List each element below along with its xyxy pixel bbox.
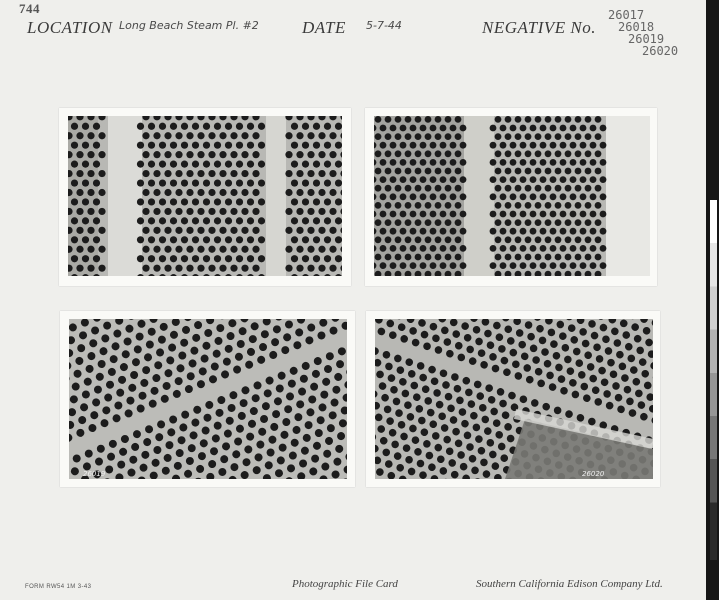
date-value: 5-7-44 [366,19,402,32]
negative-number-4: 26020 [642,44,679,58]
grayscale-strip [710,200,717,560]
photo-negative-mark: 26020 [582,470,605,478]
tube-sheet-photo [374,116,650,276]
negative-number-3: 26019 [628,32,665,46]
tube-sheet-photo [68,116,342,276]
company-name: Southern California Edison Company Ltd. [476,578,663,590]
negative-number-2: 26018 [618,20,655,34]
card-type: Photographic File Card [292,578,398,590]
photo-negative-mark: 26019 [83,470,106,478]
photo-bottom-right [375,319,653,479]
negative-label: NEGATIVE No. [482,18,596,37]
form-id: FORM RW54 1M 3-43 [25,584,92,590]
tube-sheet-photo [69,319,347,479]
photo-top-left [68,116,342,276]
photo-bottom-left [69,319,347,479]
card-number: 744 [19,1,40,16]
date-label: DATE [302,18,346,37]
tube-sheet-photo [375,319,653,479]
location-value: Long Beach Steam Pl. #2 [119,19,259,32]
negative-number-1: 26017 [608,8,645,22]
location-label: LOCATION [27,18,113,37]
photo-top-right [374,116,650,276]
